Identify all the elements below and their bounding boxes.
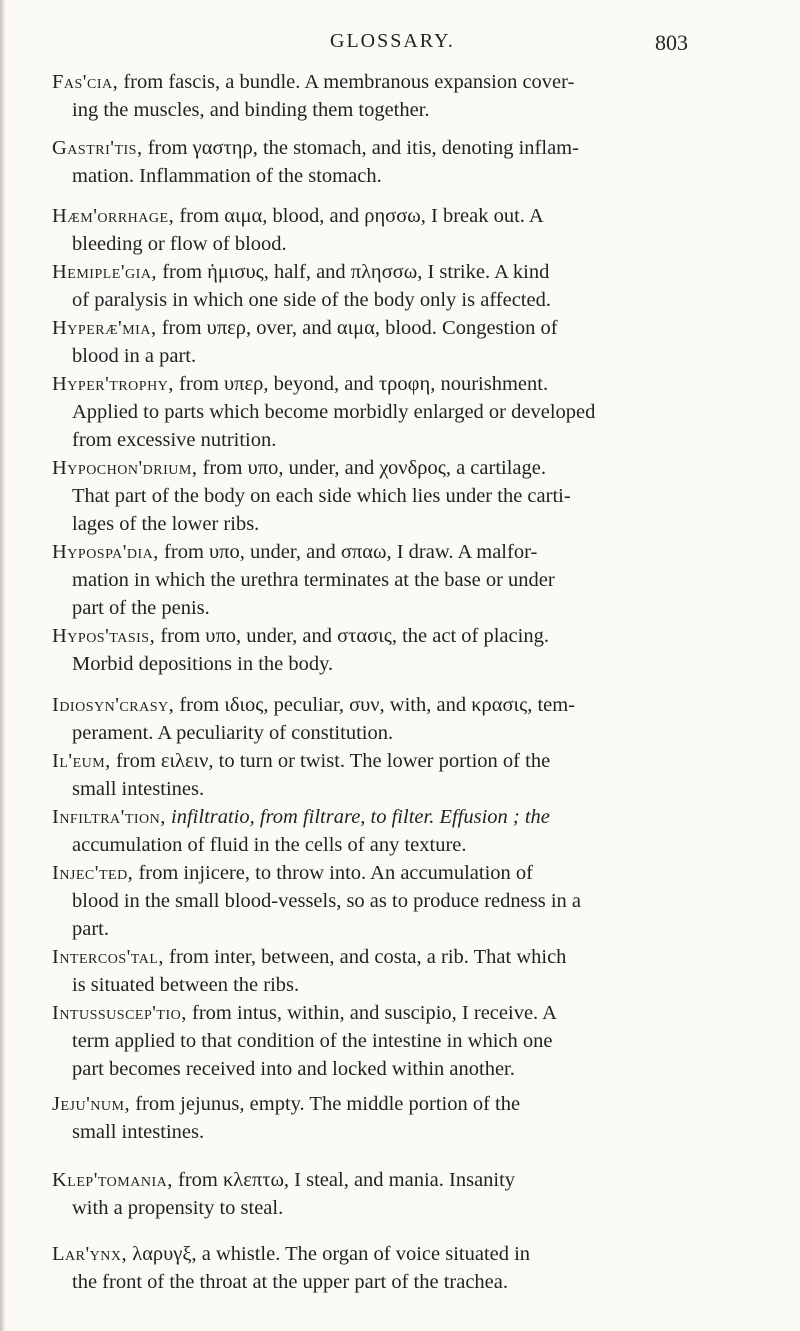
glossary-entry	[52, 1240, 772, 1296]
glossary-entry	[52, 314, 772, 370]
entry-line: from excessive nutrition.	[72, 429, 277, 451]
entry-term: Hypos'tasis,	[52, 625, 156, 647]
entry-line: That part of the body on each side which lies under the carti-	[72, 485, 571, 507]
entry-line: perament. A peculiarity of constitution.	[72, 722, 394, 744]
entry-line: term applied to that condition of the intestine in which one	[72, 1030, 553, 1052]
entry-term: Gastri'tis,	[52, 137, 143, 159]
glossary-entry	[52, 134, 772, 190]
entry-line: from υπο, under, and χονδρος, a cartilage.	[202, 457, 546, 479]
entry-term: Hyperæ'mia,	[52, 317, 157, 339]
glossary-entry	[52, 747, 772, 803]
entry-line: Applied to parts which become morbidly enlarged or developed	[72, 401, 596, 423]
page-title: GLOSSARY.	[330, 30, 455, 52]
glossary-entry	[52, 454, 772, 538]
glossary-entry	[52, 68, 772, 124]
entry-line: from jejunus, empty. The middle portion of the	[135, 1093, 521, 1115]
entry-term: Intussuscep'tio,	[52, 1002, 187, 1024]
glossary-entry	[52, 538, 772, 622]
entry-term: Jeju'num,	[52, 1093, 131, 1115]
entry-line: part of the penis.	[72, 597, 210, 619]
glossary-entry	[52, 622, 772, 678]
entry-line: mation. Inflammation of the stomach.	[72, 165, 382, 187]
entry-line: from κλεπτω, I steal, and mania. Insanity	[178, 1169, 516, 1191]
entry-line: Morbid depositions in the body.	[72, 653, 334, 675]
entry-term: Klep'tomania,	[52, 1169, 173, 1191]
entry-term: Hæm'orrhage,	[52, 205, 175, 227]
entry-line: bleeding or flow of blood.	[72, 233, 287, 255]
entry-term: Il'eum,	[52, 750, 111, 772]
entry-line: from ιδιος, peculiar, συν, with, and κρασις, tem-	[179, 694, 576, 716]
entry-line: from ειλειν, to turn or twist. The lower portion of the	[115, 750, 551, 772]
glossary-entry	[52, 691, 772, 747]
glossary-entry	[52, 370, 772, 454]
page-number: 803	[655, 30, 688, 55]
entry-term: Hypospa'dia,	[52, 541, 159, 563]
entry-line: from υπο, under, and στασις, the act of placing.	[160, 625, 549, 647]
entry-term: Idiosyn'crasy,	[52, 694, 175, 716]
entry-term: Infiltra'tion,	[52, 806, 166, 828]
entry-line: from ἡμισυς, half, and πλησσω, I strike. A kind	[162, 261, 550, 283]
entry-term: Hyper'trophy,	[52, 373, 174, 395]
entry-line: from αιμα, blood, and ρησσω, I break out. A	[179, 205, 544, 227]
entry-line: infiltratio, from filtrare, to filter. Effusion ; the	[171, 806, 550, 828]
entry-term: Intercos'tal,	[52, 946, 165, 968]
entry-line: from υπο, under, and σπαω, I draw. A malfor-	[164, 541, 538, 563]
entry-line: part.	[72, 918, 109, 940]
entry-line: from inter, between, and costa, a rib. That which	[169, 946, 567, 968]
glossary-entry	[52, 999, 772, 1083]
entry-line: ing the muscles, and binding them together.	[72, 99, 430, 121]
entry-line: from υπερ, over, and αιμα, blood. Congestion of	[161, 317, 558, 339]
entry-term: Fas'cia,	[52, 71, 119, 93]
entry-line: λαρυγξ, a whistle. The organ of voice situated in	[132, 1243, 531, 1265]
entry-line: mation in which the urethra terminates at the base or under	[72, 569, 555, 591]
entry-line: from fascis, a bundle. A membranous expansion cover-	[123, 71, 575, 93]
entry-line: part becomes received into and locked within another.	[72, 1058, 515, 1080]
entry-line: blood in the small blood-vessels, so as to produce redness in a	[72, 890, 581, 912]
entry-line: with a propensity to steal.	[72, 1197, 284, 1219]
glossary-entry	[52, 943, 772, 999]
glossary-entry	[52, 258, 772, 314]
glossary-entry	[52, 1166, 772, 1222]
entry-line: from injicere, to throw into. An accumulation of	[138, 862, 533, 884]
entry-line: from υπερ, beyond, and τροφη, nourishment.	[179, 373, 549, 395]
entry-line: from γαστηρ, the stomach, and itis, denoting inflam-	[147, 137, 579, 159]
glossary-entry	[52, 1090, 772, 1146]
entry-line: the front of the throat at the upper part of the trachea.	[72, 1271, 509, 1293]
glossary-entry	[52, 859, 772, 943]
entry-term: Hypochon'drium,	[52, 457, 198, 479]
page-header	[0, 30, 800, 60]
glossary-entry	[52, 202, 772, 258]
entry-term: Injec'ted,	[52, 862, 134, 884]
entry-line: small intestines.	[72, 1121, 205, 1143]
entry-line: from intus, within, and suscipio, I receive. A	[192, 1002, 557, 1024]
entry-line: blood in a part.	[72, 345, 197, 367]
entry-line: of paralysis in which one side of the body only is affected.	[72, 289, 551, 311]
entry-line: small intestines.	[72, 778, 205, 800]
entry-term: Lar'ynx,	[52, 1243, 128, 1265]
glossary-entry	[52, 803, 772, 859]
entry-line: lages of the lower ribs.	[72, 513, 260, 535]
entry-line: is situated between the ribs.	[72, 974, 300, 996]
entry-line: accumulation of fluid in the cells of any texture.	[72, 834, 467, 856]
entry-term: Hemiple'gia,	[52, 261, 158, 283]
page-edge-shadow	[0, 0, 6, 1331]
